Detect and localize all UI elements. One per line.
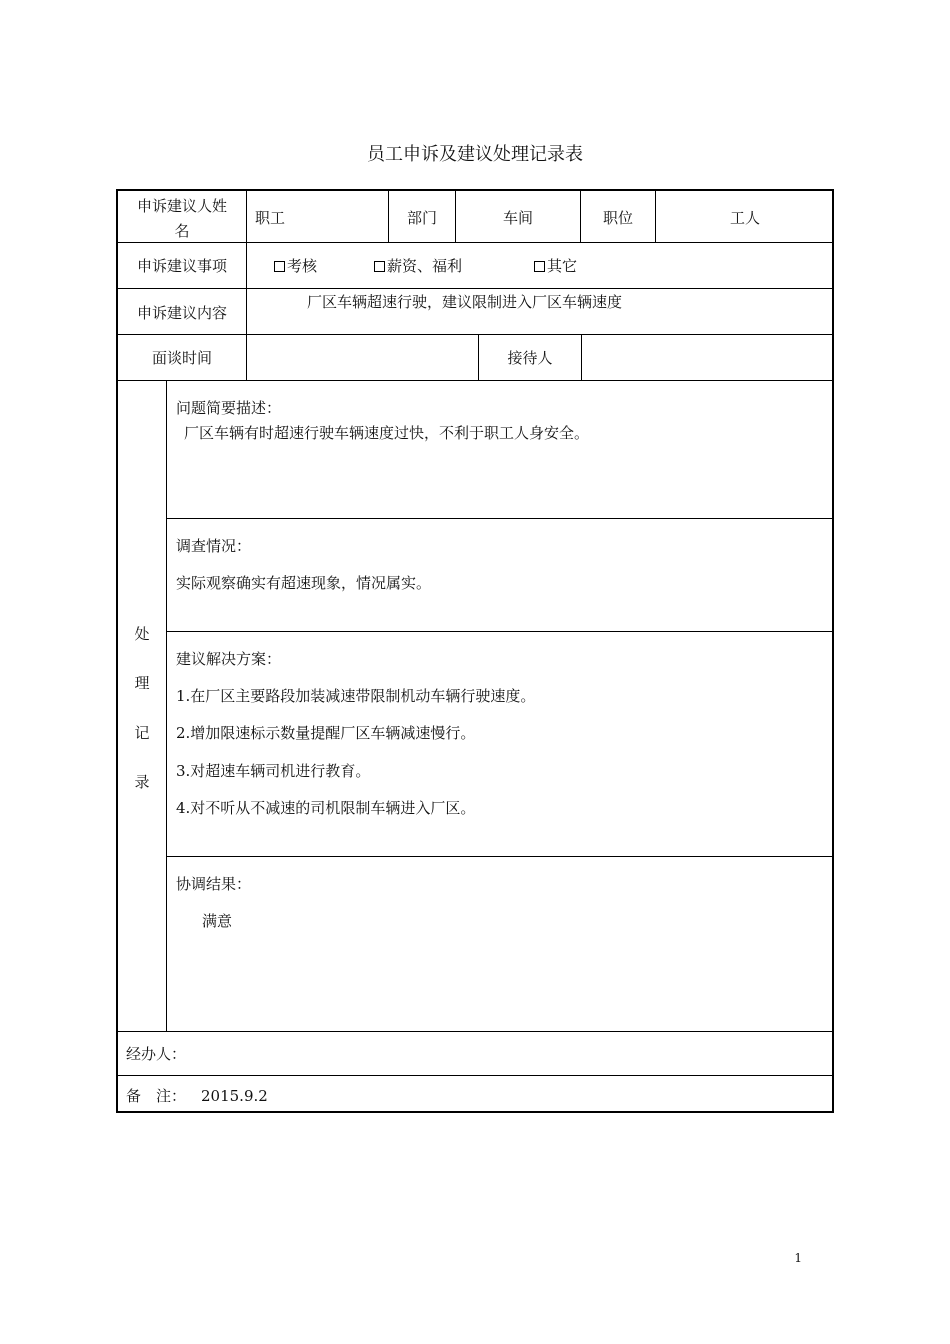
position-label: 职位 [602,209,633,227]
matter-label: 申诉建议事项 [136,257,227,275]
handler-label: 经办人： [126,1045,187,1063]
checkbox-icon [274,261,285,272]
investigation-text: 实际观察确实有超速现象，情况属实。 [176,574,432,592]
content-label: 申诉建议内容 [136,304,227,322]
row-divider [118,334,834,335]
interview-time-label: 面谈时间 [151,349,212,367]
position-value: 工人 [729,209,760,227]
column-divider [166,380,167,1031]
form-table [116,189,834,1113]
name-value: 职工 [255,209,286,227]
side-label-char: 记 [134,724,150,742]
checkbox-icon [534,261,545,272]
name-label: 申诉建议人姓 [136,197,227,215]
result-heading: 协调结果： [176,875,252,893]
side-label-char: 理 [134,674,150,692]
content-value: 厂区车辆超速行驶，建议限制进入厂区车辆速度 [307,293,623,311]
row-divider [118,1075,834,1076]
side-label-char: 录 [134,773,150,791]
result-text: 满意 [202,912,233,930]
option-salary-benefits: 薪资、福利 [374,256,462,276]
row-divider [118,380,834,381]
checkbox-icon [374,261,385,272]
row-divider [118,1031,834,1032]
section-divider [166,856,834,857]
solution-heading: 建议解决方案： [176,650,282,668]
form-title: 员工申诉及建议处理记录表 [367,144,583,165]
side-label-char: 处 [134,625,150,643]
solution-item: 4.对不听从不减速的司机限制车辆进入厂区。 [176,799,476,817]
option-other: 其它 [534,256,577,276]
department-label: 部门 [406,209,437,227]
page-number: 1 [794,1251,802,1265]
column-divider [246,191,247,380]
problem-heading: 问题简要描述： [176,399,282,417]
solution-item: 2.增加限速标示数量提醒厂区车辆减速慢行。 [176,724,476,742]
option-appraisal: 考核 [274,256,317,276]
section-divider [166,518,834,519]
row-divider [118,242,834,243]
row-divider [118,288,834,289]
problem-text: 厂区车辆有时超速行驶车辆速度过快，不利于职工人身安全。 [184,424,590,442]
investigation-heading: 调查情况： [176,537,252,555]
remark-value: 2015.9.2 [201,1087,268,1105]
remark-label: 备 注： [126,1087,187,1105]
column-divider [581,334,582,380]
receiver-label: 接待人 [507,349,553,367]
solution-item: 1.在厂区主要路段加装减速带限制机动车辆行驶速度。 [176,687,536,705]
name-label-continued: 名 [174,222,190,240]
department-value: 车间 [502,209,533,227]
section-divider [166,631,834,632]
solution-item: 3.对超速车辆司机进行教育。 [176,762,371,780]
